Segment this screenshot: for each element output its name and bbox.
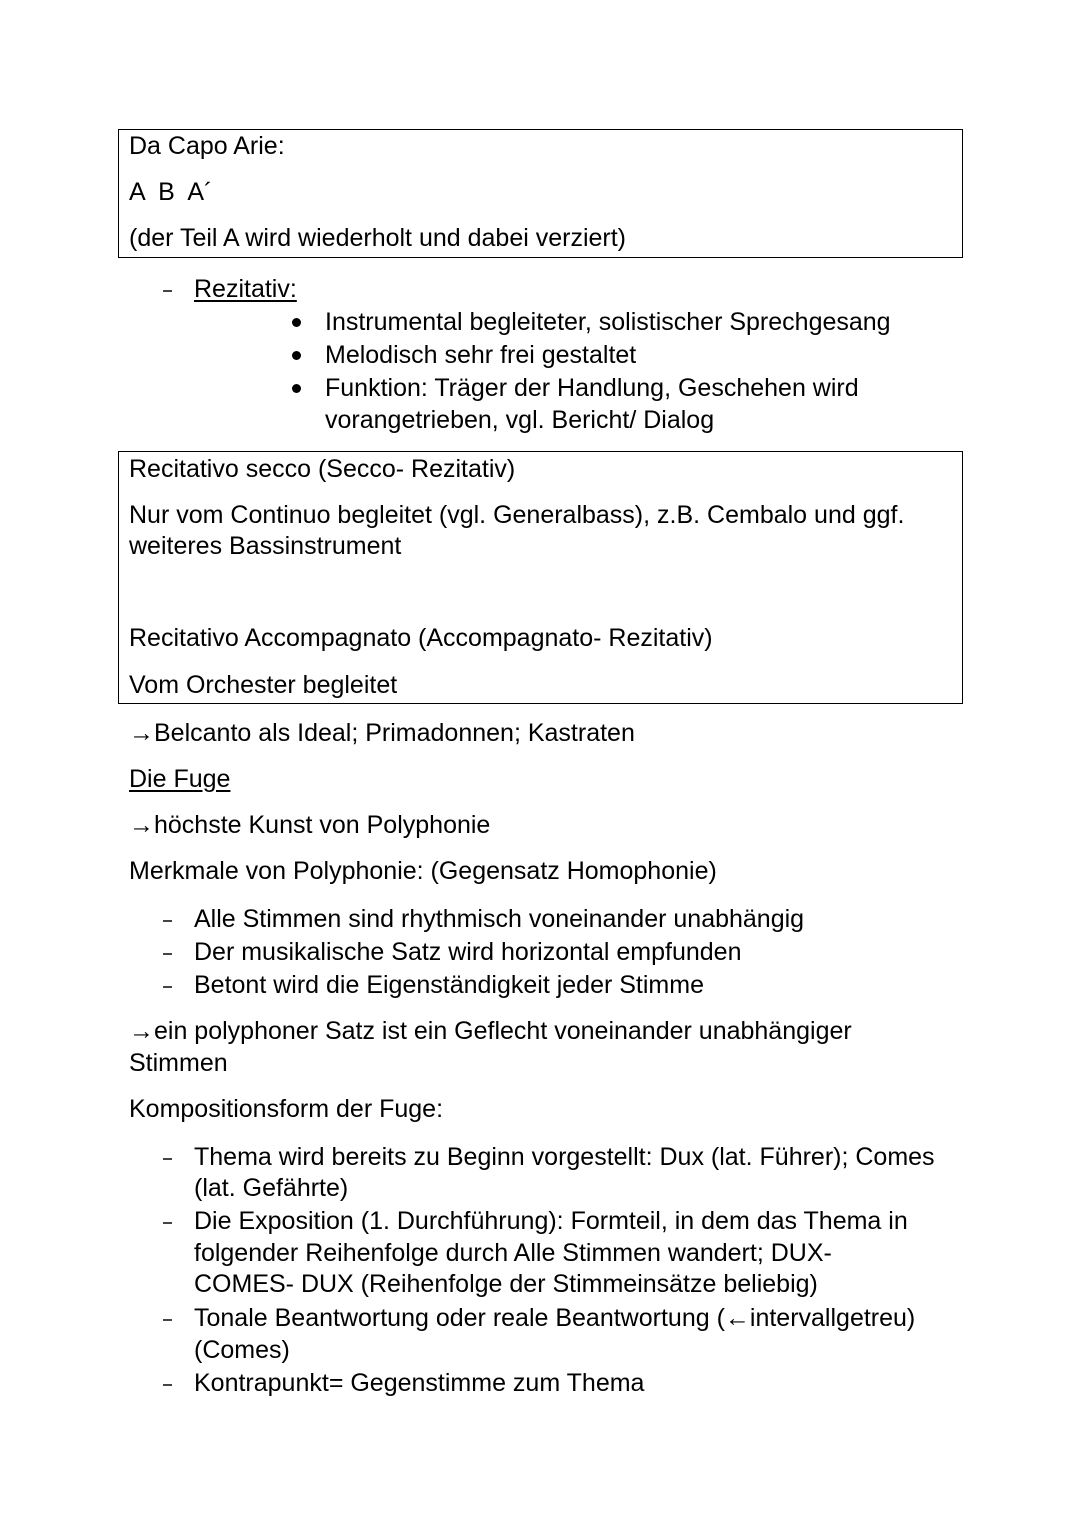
bullet-dot xyxy=(292,351,301,360)
komp-line-4: folgender Reihenfolge durch Alle Stimmen wandert; DUX- xyxy=(194,1239,832,1267)
rezitativ-bullet-3-cont: vorangetrieben, vgl. Bericht/ Dialog xyxy=(325,406,715,434)
rezitativ-bullet-2: Melodisch sehr frei gestaltet xyxy=(325,341,637,369)
da-capo-title: Da Capo Arie: xyxy=(129,132,285,160)
accompagnato-text: Vom Orchester begleitet xyxy=(129,671,398,699)
belcanto-line: →Belcanto als Ideal; Primadonnen; Kastraten xyxy=(129,719,635,747)
bullet-dot xyxy=(292,318,301,327)
komp-line-8: Kontrapunkt= Gegenstimme zum Thema xyxy=(194,1369,645,1397)
rezitativ-bullet-3: Funktion: Träger der Handlung, Geschehen wird xyxy=(325,374,859,402)
da-capo-form: A B A´ xyxy=(129,178,213,206)
secco-line-1: Nur vom Continuo begleitet (vgl. Generalbass), z.B. Cembalo und ggf. xyxy=(129,501,905,529)
dash-bullet xyxy=(163,1384,172,1386)
dash-bullet xyxy=(163,1158,172,1160)
accompagnato-title: Recitativo Accompagnato (Accompagnato- Rezitativ) xyxy=(129,624,713,652)
komp-title: Kompositionsform der Fuge: xyxy=(129,1095,444,1123)
merkmal-1: Alle Stimmen sind rhythmisch voneinander unabhängig xyxy=(194,905,805,933)
dash-bullet xyxy=(163,1222,172,1224)
rezitativ-bullet-1: Instrumental begleiteter, solistischer Sprechgesang xyxy=(325,308,891,336)
komp-line-1: Thema wird bereits zu Beginn vorgestellt: Dux (lat. Führer); Comes xyxy=(194,1143,935,1171)
merkmal-2: Der musikalische Satz wird horizontal empfunden xyxy=(194,938,742,966)
komp-line-5: COMES- DUX (Reihenfolge der Stimmeinsätze beliebig) xyxy=(194,1270,818,1298)
komp-line-7: (Comes) xyxy=(194,1336,290,1364)
dash-bullet xyxy=(163,1319,172,1321)
rezitativ-heading: Rezitativ: xyxy=(194,275,297,303)
dash-bullet xyxy=(163,920,172,922)
komp-line-6: Tonale Beantwortung oder reale Beantwortung (←intervallgetreu) xyxy=(194,1304,916,1332)
fuge-heading: Die Fuge xyxy=(129,765,231,793)
fuge-kunst: →höchste Kunst von Polyphonie xyxy=(129,811,491,839)
merkmal-3: Betont wird die Eigenständigkeit jeder Stimme xyxy=(194,971,704,999)
da-capo-note: (der Teil A wird wiederholt und dabei verziert) xyxy=(129,224,627,252)
recitativo-box xyxy=(118,451,963,704)
dash-bullet xyxy=(163,986,172,988)
bullet-dot xyxy=(292,384,301,393)
komp-line-2: (lat. Gefährte) xyxy=(194,1174,349,1202)
secco-line-2: weiteres Bassinstrument xyxy=(129,532,402,560)
komp-line-3: Die Exposition (1. Durchführung): Formteil, in dem das Thema in xyxy=(194,1207,908,1235)
geflecht-line-2: Stimmen xyxy=(129,1049,228,1077)
geflecht-line-1: →ein polyphoner Satz ist ein Geflecht voneinander unabhängiger xyxy=(129,1017,852,1045)
dash-bullet xyxy=(163,953,172,955)
secco-title: Recitativo secco (Secco- Rezitativ) xyxy=(129,455,516,483)
merkmale-title: Merkmale von Polyphonie: (Gegensatz Homophonie) xyxy=(129,857,717,885)
dash-bullet xyxy=(163,290,172,292)
